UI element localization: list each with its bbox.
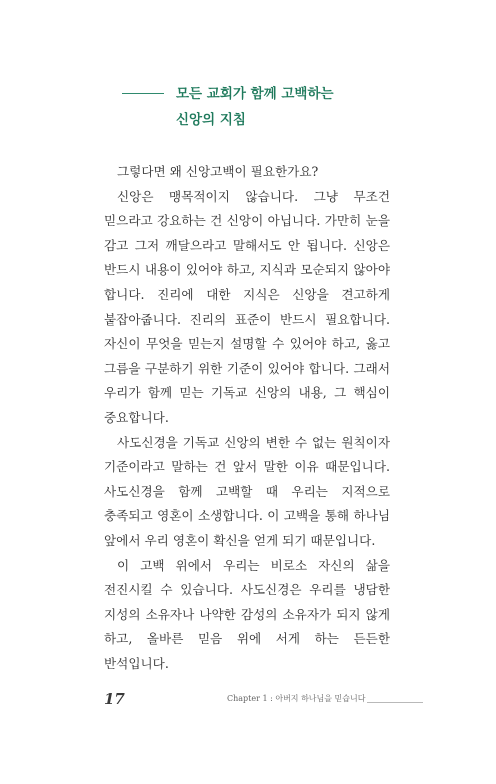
heading-rule <box>122 93 164 94</box>
footer-rule <box>367 702 423 703</box>
chapter-label: Chapter 1 : 아버지 하나님을 믿습니다 <box>227 694 366 703</box>
heading-line-2: 신앙의 지침 <box>176 112 246 128</box>
page-footer <box>0 690 496 714</box>
body-text <box>104 160 390 676</box>
paragraph: 사도신경을 기독교 신앙의 변한 수 없는 원칙이자 기준이라고 말하는 건 앞서 말한 이유 때문입니다. 사도신경을 함께 고백할 때 우리는 지적으로 충족되고 영혼이 소생합니다. 이 고백을 통해 하나님 앞에서 우리 영혼이 확신을 얻게 되기 때문입니다. <box>104 434 390 548</box>
paragraph: 이 고백 위에서 우리는 비로소 자신의 삶을 전진시킬 수 있습니다. 사도신경은 우리를 냉담한 지성의 소유자나 나약한 감성의 소유자가 되지 않게 하고, 올바른 믿음 위에 서게 하는 든든한 반석입니다. <box>104 557 390 671</box>
heading-line-1: 모든 교회가 함께 고백하는 <box>176 86 334 102</box>
page-number: 17 <box>104 690 125 708</box>
paragraph: 신앙은 맹목적이지 않습니다. 그냥 무조건 믿으라고 강요하는 건 신앙이 아닙니다. 가만히 눈을 감고 그저 깨달으라고 말해서도 안 됩니다. 신앙은 반드시 내용이 있어야 하고, 지식과 모순되지 않아야 합니다. 진리에 대한 지식은 신앙을 견고하게 붙잡아줍니다. 진리의 표준이 반드시 필요합니다. 자신이 무엇을 믿는지 설명할 수 있어야 하고, 옳고 그름을 구분하기 위한 기준이 있어야 합니다. 그래서 우리가 함께 믿는 기독교 신앙의 내용, 그 핵심이 중요합니다. <box>104 188 390 425</box>
paragraph-question: 그렇다면 왜 신앙고백이 필요한가요? <box>117 164 319 179</box>
